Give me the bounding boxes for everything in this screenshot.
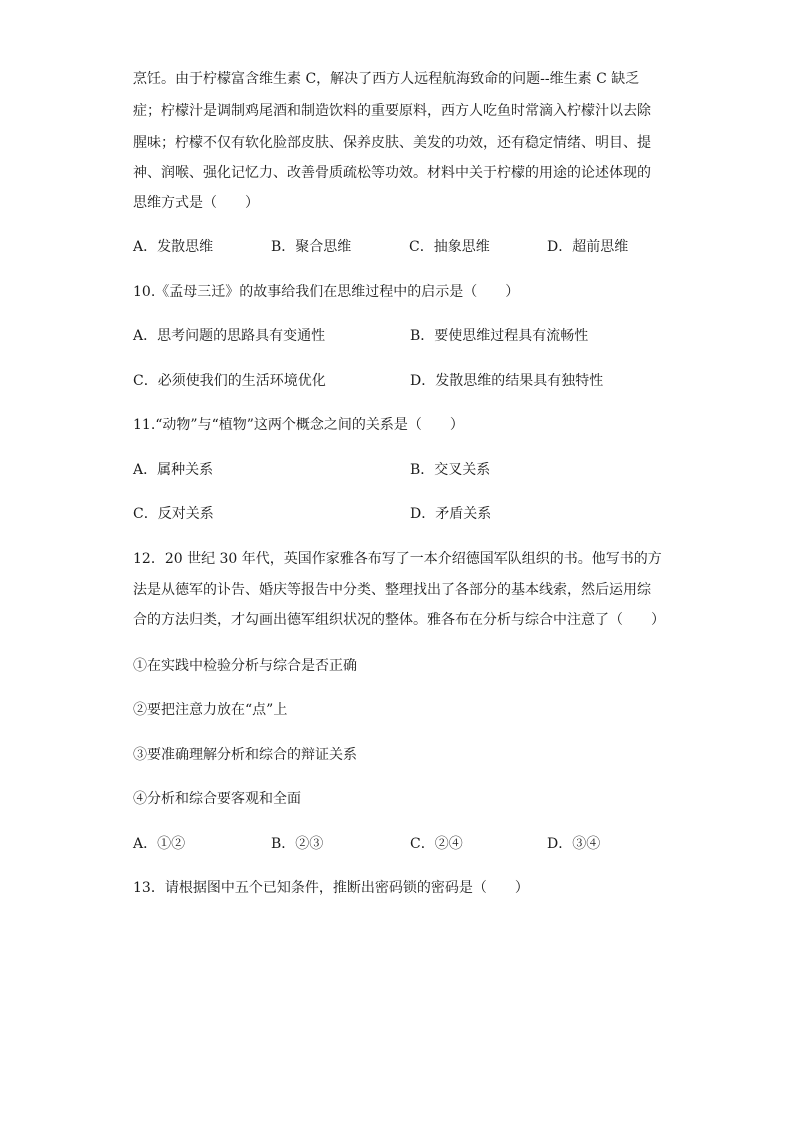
q11-option-d: D．矛盾关系 <box>410 506 492 522</box>
q9-stem-line: 思维方式是（ ） <box>133 195 259 211</box>
q10-option-c: C．必须使我们的生活环境优化 <box>133 373 326 389</box>
q12-stem-line: 合的方法归类，才勾画出德军组织状况的整体。雅各布在分析与综合中注意了（ ） <box>133 612 665 628</box>
q9-stem-line: 神、润喉、强化记忆力、改善骨质疏松等功效。材料中关于柠檬的用途的论述体现的 <box>133 165 651 181</box>
q11-option-a: A．属种关系 <box>133 462 214 478</box>
q9-stem-line: 烹饪。由于柠檬富含维生素 C，解决了西方人远程航海致命的问题--维生素 C 缺乏 <box>133 71 640 87</box>
q10-option-a: A．思考问题的思路具有变通性 <box>133 328 326 344</box>
q10-option-b: B．要使思维过程具有流畅性 <box>410 328 589 344</box>
q11-option-b: B．交叉关系 <box>410 462 491 478</box>
q12-option-d: D．③④ <box>547 836 601 852</box>
q12-statement-1: ①在实践中检验分析与综合是否正确 <box>133 658 357 674</box>
q9-stem-line: 腥味；柠檬不仅有软化脸部皮肤、保养皮肤、美发的功效，还有稳定情绪、明目、提 <box>133 135 651 151</box>
q12-stem-line: 12．20 世纪 30 年代，英国作家雅各布写了一本介绍德国军队组织的书。他写书的方 <box>133 551 662 567</box>
q9-option-d: D．超前思维 <box>547 239 629 255</box>
q9-option-b: B．聚合思维 <box>271 239 352 255</box>
q13-stem: 13．请根据图中五个已知条件，推断出密码锁的密码是（ ） <box>133 880 529 896</box>
q12-option-a: A．①② <box>133 836 186 852</box>
q12-statement-2: ②要把注意力放在“点”上 <box>133 702 288 718</box>
q11-stem: 11.“动物”与“植物”这两个概念之间的关系是（ ） <box>133 417 464 433</box>
q12-statement-4: ④分析和综合要客观和全面 <box>133 791 301 807</box>
q12-option-b: B．②③ <box>271 836 324 852</box>
q9-option-a: A．发散思维 <box>133 239 214 255</box>
q12-stem-line: 法是从德军的讣告、婚庆等报告中分类、整理找出了各部分的基本线索，然后运用综 <box>133 582 651 598</box>
q9-stem-line: 症；柠檬汁是调制鸡尾酒和制造饮料的重要原料，西方人吃鱼时常滴入柠檬汁以去除 <box>133 103 651 119</box>
q12-option-c: C．②④ <box>410 836 463 852</box>
q12-statement-3: ③要准确理解分析和综合的辩证关系 <box>133 747 357 763</box>
q9-option-c: C．抽象思维 <box>409 239 490 255</box>
q11-option-c: C．反对关系 <box>133 506 214 522</box>
q10-option-d: D．发散思维的结果具有独特性 <box>410 373 604 389</box>
q10-stem: 10.《孟母三迁》的故事给我们在思维过程中的启示是（ ） <box>133 284 520 300</box>
